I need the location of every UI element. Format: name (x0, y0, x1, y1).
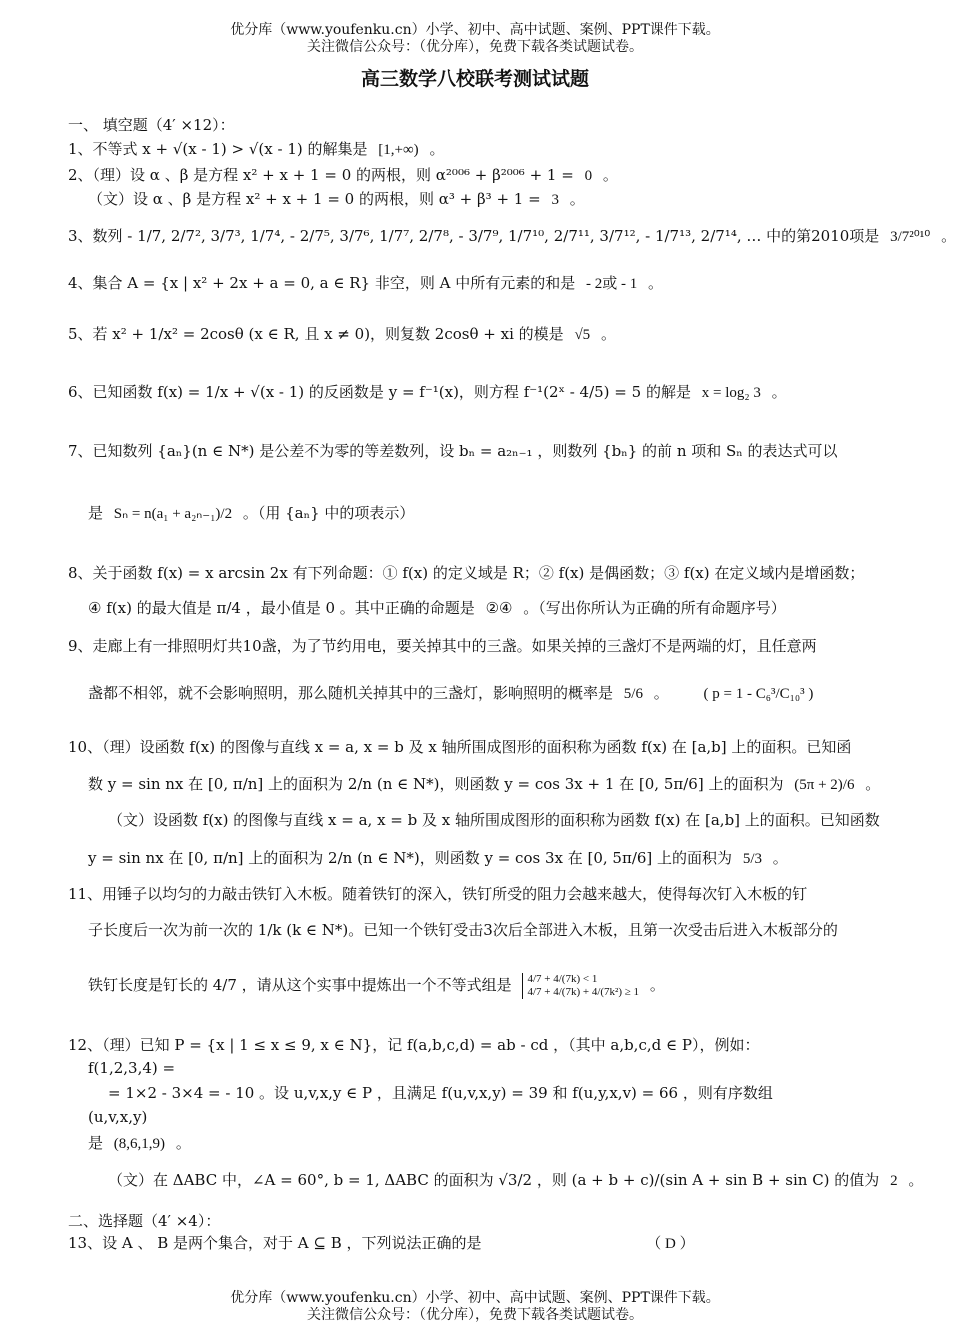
question-text: ④ f(x) 的最大值是 π/4 ，最小值是 0 。其中正确的命题是 (88, 599, 475, 617)
section-fill-in: 一、 填空题（4′ ×12）： (68, 116, 235, 134)
question-text: 4、集合 A = {x | x² + 2x + a = 0, a ∈ R} 非空，则 A 中所有元素的和是 (68, 274, 576, 292)
question-text: （文）设 α 、β 是方程 x² + x + 1 = 0 的两根，则 α³ + β³ + 1 = (88, 190, 541, 208)
question-text: 2、（理）设 α 、β 是方程 x² + x + 1 = 0 的两根，则 α²⁰⁰⁶ + β²⁰⁰⁶ + 1 = (68, 166, 574, 184)
answer: 0 (584, 168, 593, 184)
question-text: 铁钉长度是钉长的 4/7 ，请从这个实事中提炼出一个不等式组是 (88, 976, 512, 994)
question-5 (68, 324, 616, 345)
answer: (8,6,1,9) (113, 1136, 166, 1152)
page-footer (0, 1290, 950, 1324)
question-end: 。 (600, 325, 616, 343)
answer-line-1: 4/7 + 4/(7k) < 1 (527, 973, 598, 985)
question-12-line-2: f(1,2,3,4) = (88, 1059, 176, 1077)
question-end: 。 (648, 274, 664, 292)
question-11-line-3 (88, 973, 665, 999)
question-text: （文）在 ΔABC 中，∠A = 60°, b = 1, ΔABC 的面积为 √3/2 ，则 (a + b + c)/(sin A + sin B + sin C) 的值为 (108, 1171, 880, 1189)
answer: ②④ (485, 601, 513, 617)
answer: Sₙ = n(a₁ + a₂ₙ₋₁)/2 (113, 506, 233, 522)
question-end: 。 (429, 140, 445, 158)
footer-line-1: 优分库（www.youfenku.cn）小学、初中、高中试题、案例、PPT课件下载。 (230, 1290, 720, 1306)
question-2-li (68, 165, 618, 186)
answer: [1,+∞) (378, 142, 419, 158)
question-7-line-2 (88, 503, 414, 524)
question-end: 。 (941, 227, 956, 245)
answer: √5 (574, 327, 591, 343)
question-10-line-1: 10、（理）设函数 f(x) 的图像与直线 x = a, x = b 及 x 轴所围成图形的面积称为函数 f(x) 在 [a,b] 上的面积。已知函 (68, 738, 852, 756)
page-header (0, 22, 950, 56)
question-text: y = sin nx 在 [0, π/n] 上的面积为 2/n (n ∈ N*)，则函数 y = cos 3x 在 [0, 5π/6] 上的面积为 (88, 849, 733, 867)
question-12-line-5 (88, 1133, 191, 1154)
question-text: 是 (88, 504, 104, 522)
question-12-line-1: 12、（理）已知 P = {x | 1 ≤ x ≤ 9, x ∈ N}，记 f(a,b,c,d) = ab - cd ，（其中 a,b,c,d ∈ P），例如： (68, 1036, 760, 1054)
question-8-line-1: 8、关于函数 f(x) = x arcsin 2x 有下列命题：① f(x) 的定义域是 R；② f(x) 是偶函数；③ f(x) 在定义域内是增函数； (68, 564, 865, 582)
question-end: 。（写出你所认为正确的所有命题序号） (523, 599, 786, 617)
question-end: 。 (649, 976, 665, 994)
question-8-line-2 (88, 598, 786, 619)
question-1 (68, 139, 444, 160)
question-4 (68, 273, 663, 294)
question-text: 3、数列 - 1/7, 2/7², 3/7³, 1/7⁴, - 2/7⁵, 3/7⁶, 1/7⁷, 2/7⁸, - 3/7⁹, 1/7¹⁰, 2/7¹¹, 3/7¹², - 1/7¹³, 2/7¹⁴, … 中的第2010项是 (68, 227, 880, 245)
question-end: 。 (175, 1134, 191, 1152)
question-11-line-1: 11、用锤子以均匀的力敲击铁钉入木板。随着铁钉的深入，铁钉所受的阻力会越来越大，使得每次钉入木板的钉 (68, 885, 808, 903)
answer-line-2: 4/7 + 4/(7k) + 4/(7k²) ≥ 1 (527, 986, 640, 998)
answer: (5π + 2)/6 (794, 777, 855, 793)
question-end: 。 (653, 684, 669, 702)
answer-note: ( p = 1 - C₆³/C₁₀³ ) (703, 686, 814, 702)
question-9-line-1: 9、走廊上有一排照明灯共10盏，为了节约用电，要关掉其中的三盏。如果关掉的三盏灯不是两端的灯，且任意两 (68, 637, 817, 655)
question-11-line-2: 子长度后一次为前一次的 1/k (k ∈ N*)。已知一个铁钉受击3次后全部进入木板，且第一次受击后进入木板部分的 (88, 921, 838, 939)
question-10-wen-line-1: （文）设函数 f(x) 的图像与直线 x = a, x = b 及 x 轴所围成图形的面积称为函数 f(x) 在 [a,b] 上的面积。已知函数 (108, 811, 880, 829)
question-end: 。 (771, 383, 787, 401)
question-2-wen (88, 189, 585, 210)
question-end: 。 (602, 166, 618, 184)
header-line-1: 优分库（www.youfenku.cn）小学、初中、高中试题、案例、PPT课件下载。 (230, 22, 720, 38)
question-10-wen-line-2 (88, 848, 788, 869)
question-3 (68, 226, 956, 247)
section-choice: 二、选择题（4′ ×4）： (68, 1212, 221, 1230)
answer: 5/6 (623, 686, 643, 702)
answer: x = log₂ 3 (701, 385, 761, 401)
question-end: 。 (908, 1171, 924, 1189)
question-13 (68, 1233, 701, 1254)
question-text: 盏都不相邻，就不会影响照明，那么随机关掉其中的三盏灯，影响照明的概率是 (88, 684, 614, 702)
question-end: 。 (772, 849, 788, 867)
question-9-line-2 (88, 683, 819, 704)
question-7-line-1: 7、已知数列 {aₙ}(n ∈ N*) 是公差不为零的等差数列，设 bₙ = a₂ₙ₋₁ ，则数列 {bₙ} 的前 n 项和 Sₙ 的表达式可以 (68, 442, 838, 460)
question-text: 1、不等式 x + √(x - 1) > √(x - 1) 的解集是 (68, 140, 368, 158)
question-text: 数 y = sin nx 在 [0, π/n] 上的面积为 2/n (n ∈ N*)，则函数 y = cos 3x + 1 在 [0, 5π/6] 上的面积为 (88, 775, 784, 793)
question-6 (68, 382, 787, 403)
question-10-line-2 (88, 774, 880, 795)
answer: 3/7²⁰¹⁰ (890, 229, 931, 245)
question-12-line-4: (u,v,x,y) (88, 1108, 148, 1126)
question-end: 。 (569, 190, 585, 208)
question-12-wen (108, 1170, 923, 1191)
header-line-2: 关注微信公众号：（优分库），免费下载各类试题试卷。 (307, 39, 643, 55)
page-title: 高三数学八校联考测试试题 (360, 68, 589, 90)
answer: 2 (890, 1173, 898, 1189)
question-end: 。 (865, 775, 881, 793)
answer-system (522, 973, 639, 999)
answer: - 2或 - 1 (586, 276, 638, 292)
question-text: 13、设 A 、 B 是两个集合，对于 A ⊆ B ，下列说法正确的是 (68, 1234, 482, 1252)
question-end: 。（用 {aₙ} 中的项表示） (242, 504, 415, 522)
answer: 5/3 (742, 851, 762, 867)
question-text: 是 (88, 1134, 104, 1152)
question-12-line-3: = 1×2 - 3×4 = - 10 。设 u,v,x,y ∈ P ，且满足 f(u,v,x,y) = 39 和 f(u,y,x,v) = 66 ，则有序数组 (108, 1084, 773, 1102)
answer: （ D ） (646, 1236, 695, 1252)
question-text: 5、若 x² + 1/x² = 2cosθ (x ∈ R, 且 x ≠ 0)，则复数 2cosθ + xi 的模是 (68, 325, 564, 343)
footer-line-2: 关注微信公众号：（优分库），免费下载各类试题试卷。 (307, 1307, 643, 1323)
answer: 3 (551, 192, 559, 208)
question-text: 6、已知函数 f(x) = 1/x + √(x - 1) 的反函数是 y = f⁻¹(x)，则方程 f⁻¹(2ˣ - 4/5) = 5 的解是 (68, 383, 691, 401)
